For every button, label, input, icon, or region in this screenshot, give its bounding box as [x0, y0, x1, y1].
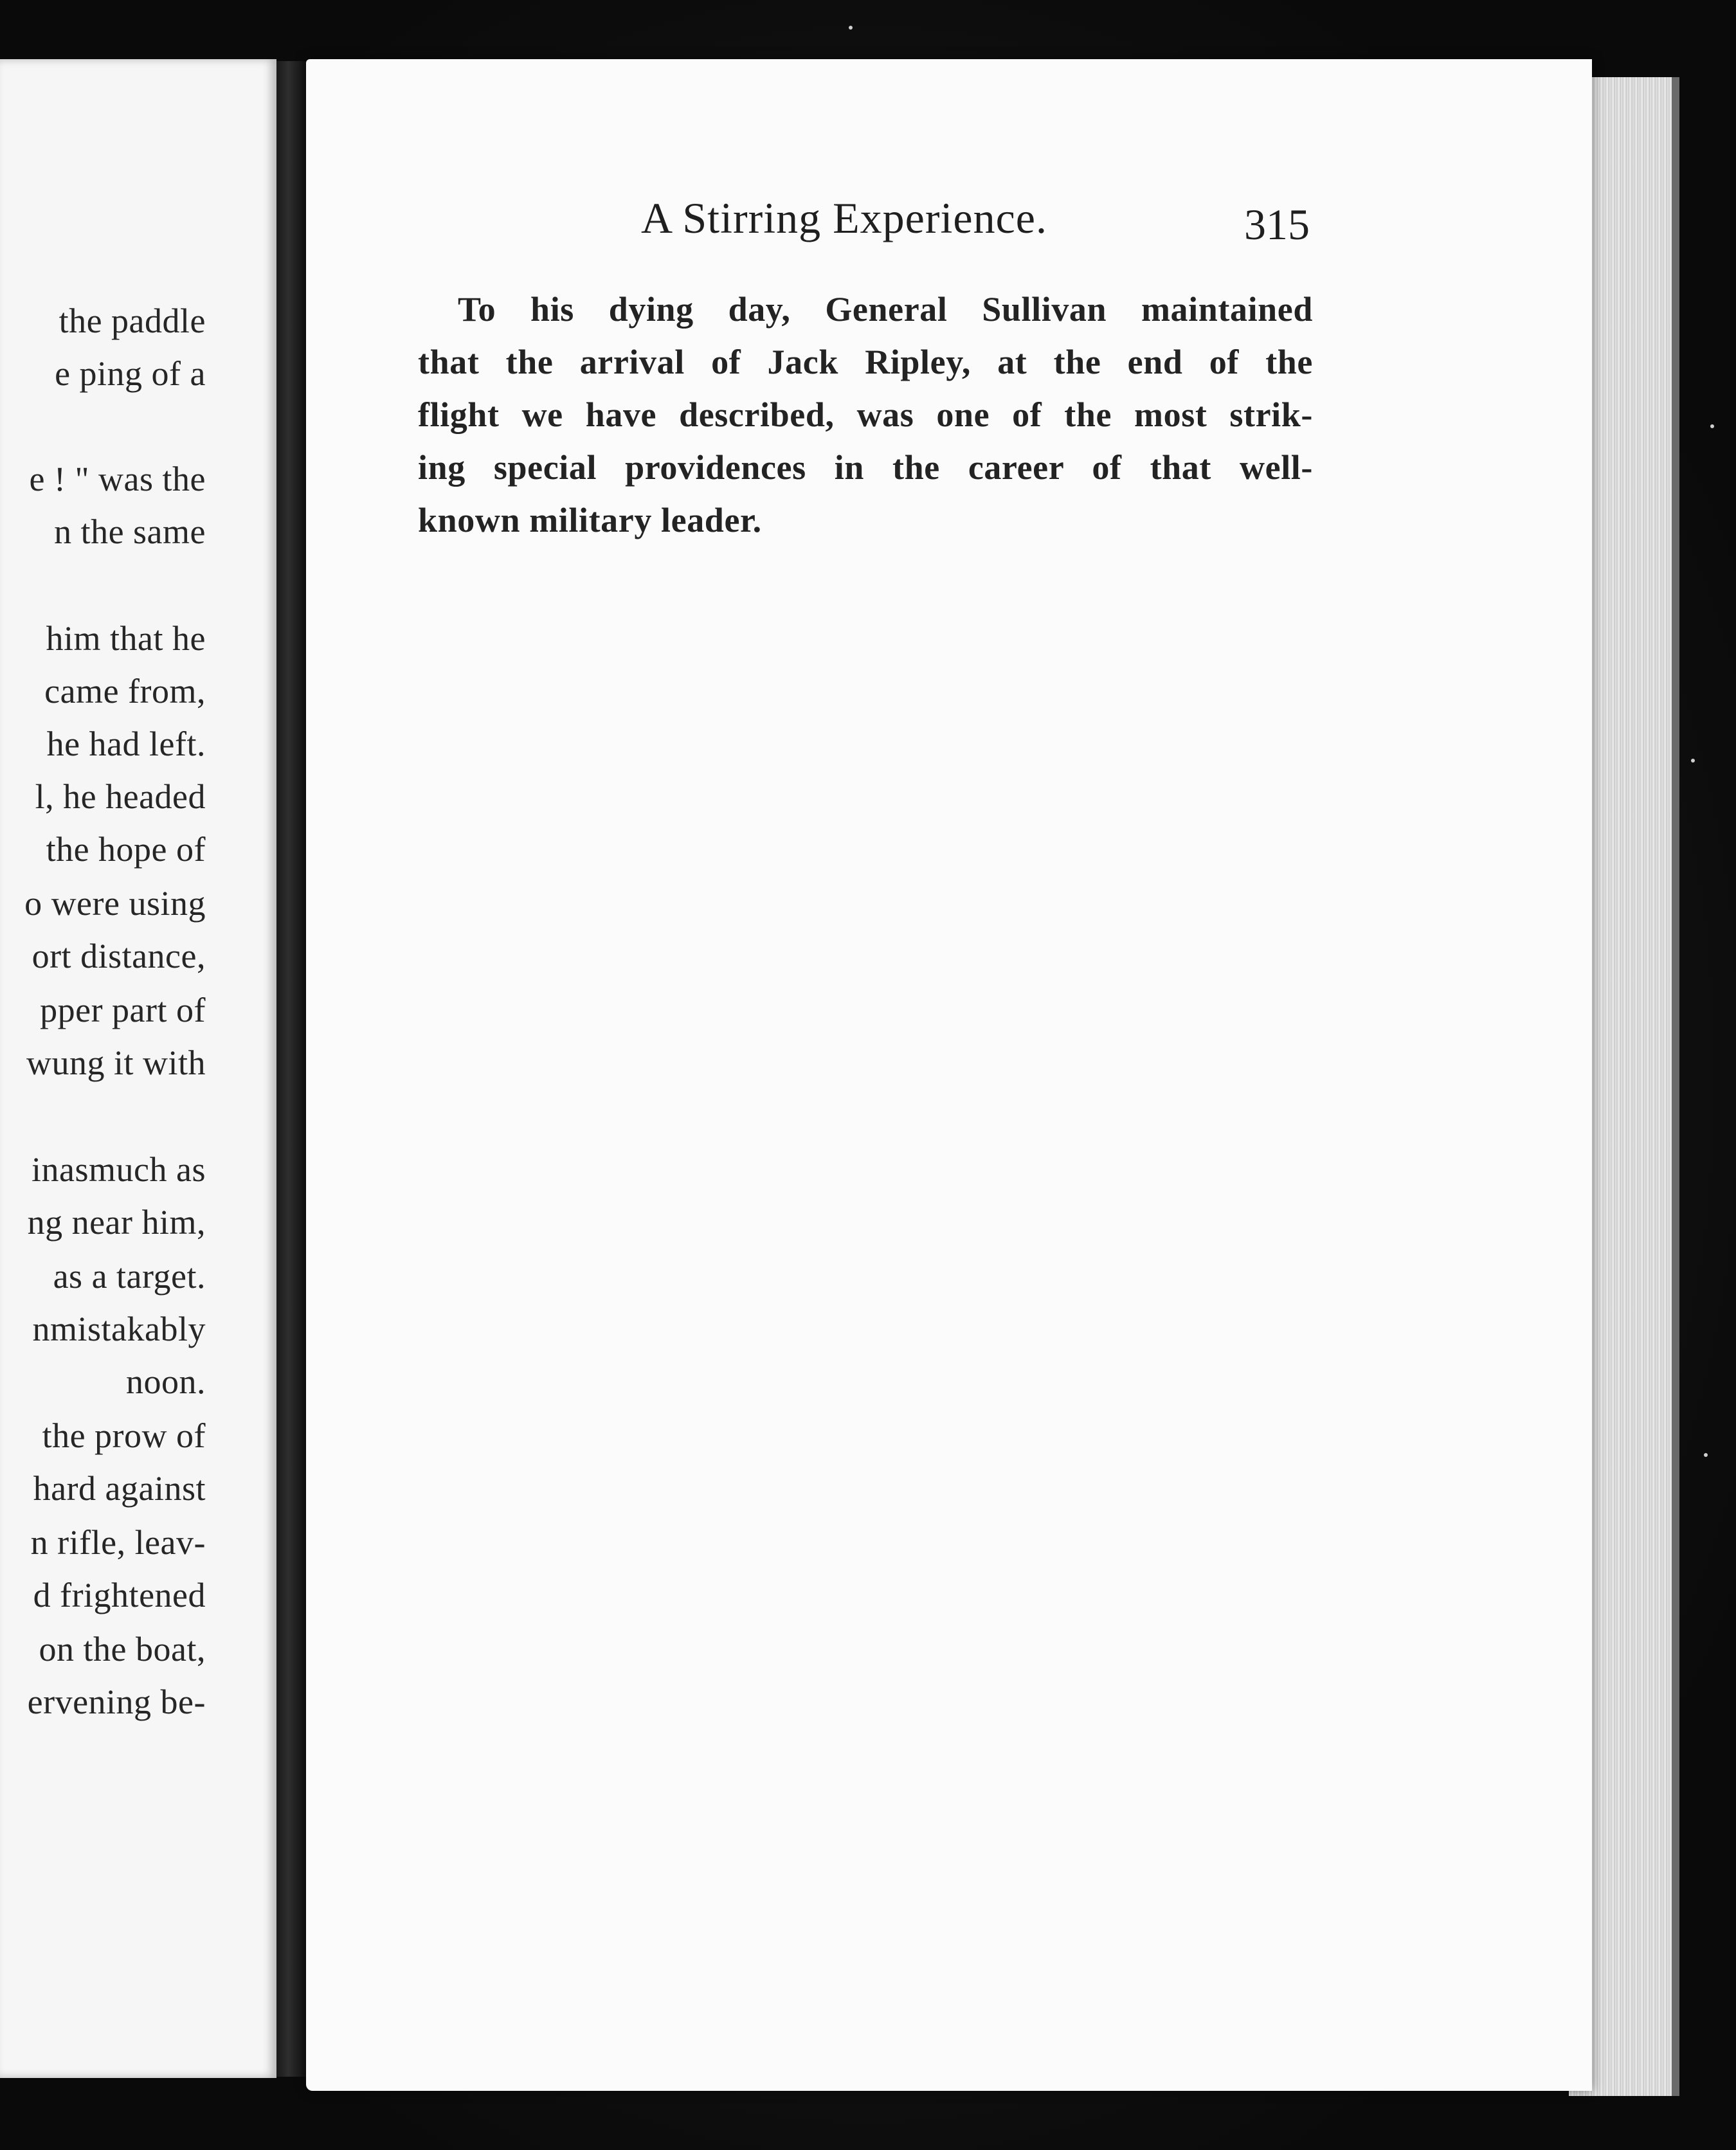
left-line: nmistakably — [32, 1310, 206, 1348]
left-line: n rifle, leav- — [30, 1523, 206, 1562]
left-line: hard against — [33, 1469, 206, 1508]
left-line: o were using — [24, 884, 206, 923]
left-line: d frightened — [33, 1576, 206, 1614]
paragraph-line: known military leader. — [418, 501, 762, 539]
paragraph-line: that the arrival of Jack Ripley, at the end of the — [418, 343, 1313, 381]
book-gutter — [276, 61, 306, 2077]
left-line: on the boat, — [39, 1630, 206, 1668]
left-line: the paddle — [59, 302, 206, 340]
scan-speck — [1704, 1453, 1708, 1457]
running-head: A Stirring Experience. — [641, 194, 1047, 242]
scan-speck — [849, 26, 853, 30]
left-page — [0, 59, 276, 2078]
left-line: e ! " was the — [29, 460, 206, 498]
left-line: pper part of — [40, 991, 206, 1029]
left-line: as a target. — [53, 1257, 206, 1296]
left-line: him that he — [46, 619, 206, 658]
left-line: wung it with — [26, 1043, 206, 1082]
scan-speck — [1691, 759, 1695, 763]
left-line: ort distance, — [32, 937, 206, 975]
paragraph-line: To his dying day, General Sullivan maintained — [458, 290, 1313, 329]
scan-speck — [1710, 424, 1714, 428]
left-line: n the same — [54, 512, 206, 551]
paragraph-line: ing special providences in the career of that well- — [418, 448, 1313, 487]
body-paragraph — [418, 283, 1313, 547]
left-line: ng near him, — [27, 1203, 206, 1242]
left-line: noon. — [126, 1362, 206, 1401]
left-line: the hope of — [46, 830, 206, 869]
left-line: ervening be- — [27, 1683, 206, 1721]
paragraph-line: flight we have described, was one of the most strik- — [418, 395, 1313, 434]
page-number: 315 — [1244, 200, 1310, 249]
left-line: inasmuch as — [32, 1150, 206, 1189]
left-line: l, he headed — [35, 777, 206, 816]
left-line: the prow of — [42, 1416, 206, 1455]
left-page-text — [0, 59, 206, 2078]
left-line: e ping of a — [55, 354, 206, 393]
left-line: came from, — [44, 672, 206, 710]
left-line: he had left. — [46, 725, 206, 763]
